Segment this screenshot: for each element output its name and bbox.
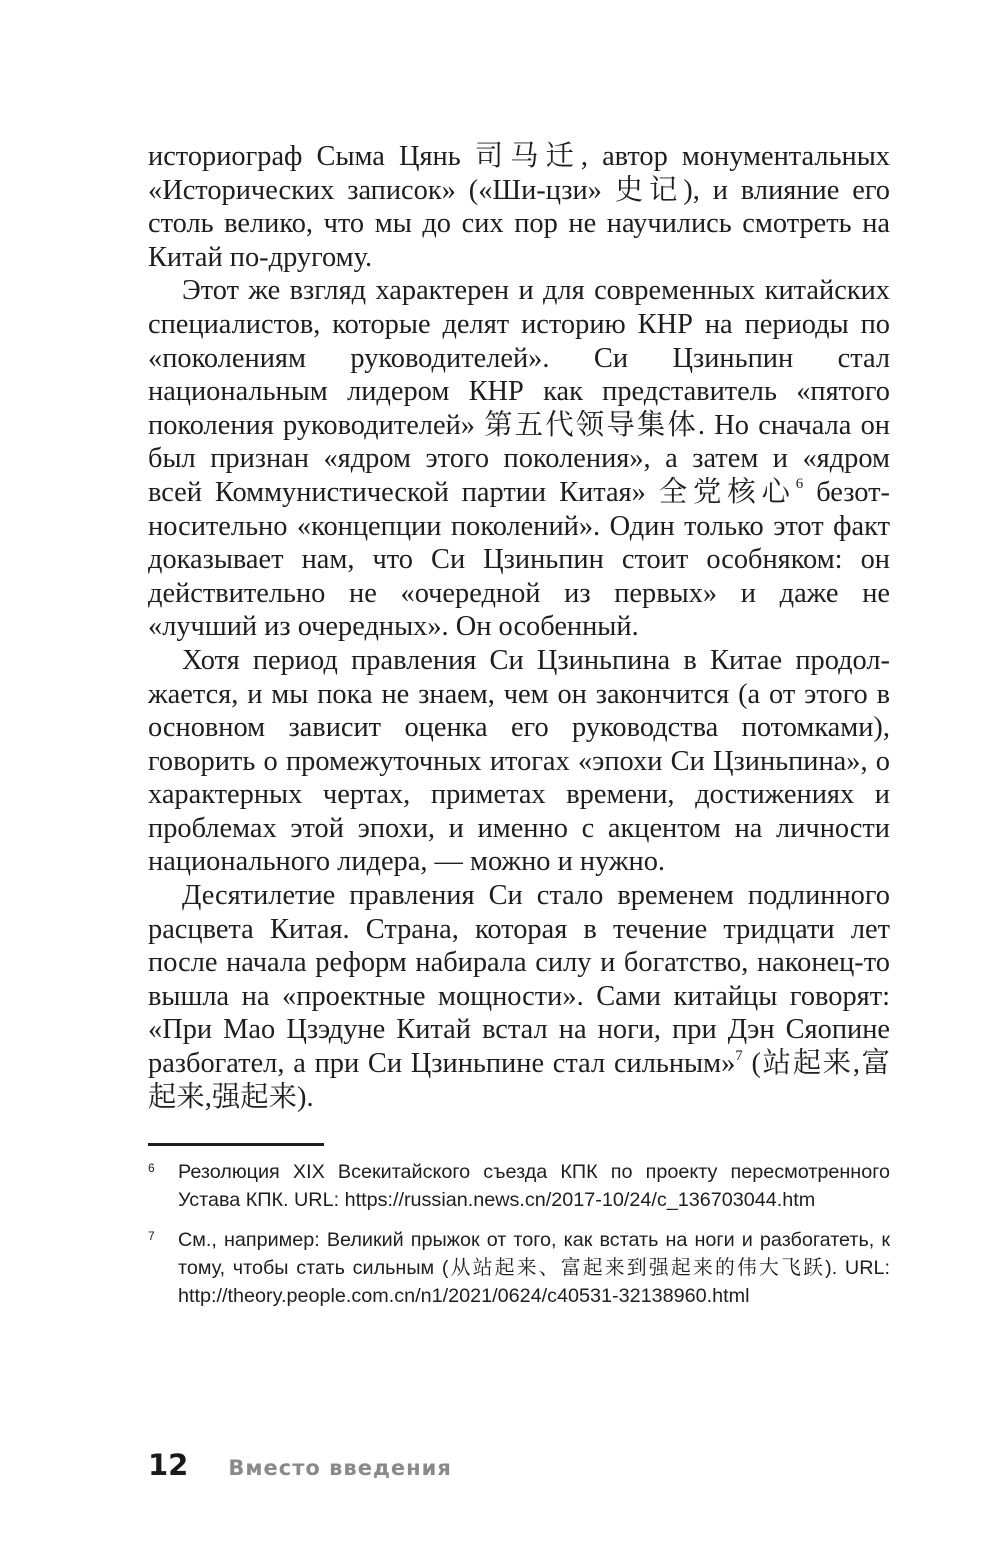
- paragraph-4-text-after: (站起来,富起来,强起来).: [148, 1048, 890, 1113]
- page-body: [148, 140, 890, 1114]
- page-number: 12: [148, 1448, 189, 1482]
- main-text: [148, 140, 890, 1114]
- section-title: Вместо введения: [228, 1456, 452, 1480]
- footnote-6: [148, 1158, 890, 1214]
- footnote-7: [148, 1226, 890, 1310]
- running-footer: [148, 1448, 452, 1482]
- paragraph-4-text-before: Десятилетие правления Си стало временем подлинного расцвета Китая. Страна, которая в течение тридцати лет после начала реформ набирала силу и богатство, наконец-то вышла на «проектные мощности». Сами китайцы говорят: «При Мао Цзэдуне Китай встал на ноги, при Дэн Сяопине разбогател, а при Си Цзиньпине стал сильным»: [148, 880, 890, 1080]
- footnote-number: 6: [148, 1161, 155, 1175]
- paragraph-4: [148, 879, 890, 1114]
- footnote-ref-6[interactable]: 6: [795, 476, 804, 493]
- paragraph-1: историограф Сыма Цянь 司马迁, автор монументальных «Исторических записок» («Ши-цзи» 史记), и влияние его столь велико, что мы до сих пор не научились смотреть на Китай по-другому.: [148, 141, 890, 273]
- paragraph-2-text-after: безотносительно «концепции поколений». Один только этот факт доказывает нам, что Си Цзиньпин стоит особняком: он действительно не «очередной из первых» и даже не «лучший из очередных». Он особенный.: [148, 476, 890, 643]
- footnote-ref-7[interactable]: 7: [735, 1047, 743, 1064]
- paragraph-3: Хотя период правления Си Цзиньпина в Китае продолжается, и мы пока не знаем, чем он закончится (а от этого в основном зависит оценка его руководства потомками), говорить о промежуточных итогах «эпохи Си Цзиньпина», о характерных чертах, приметах времени, достижениях и проблемах этой эпохи, и именно с акцентом на личности национального лидера, — можно и нужно.: [148, 644, 890, 878]
- footnote-divider: [148, 1143, 324, 1146]
- footnote-text: См., например: Великий прыжок от того, как встать на ноги и разбогатеть, к тому, чтобы стать сильным (从站起来、富起来到强起来的伟大飞跃). URL: http://theory.people.com.cn/n1/2021/0624/c40531-32138960.html: [178, 1229, 890, 1307]
- footnote-number: 7: [148, 1229, 155, 1243]
- paragraph-2-text-before: Этот же взгляд характерен и для современных китайских специалистов, которые делят историю КНР на периоды по «поколениям руководителей». Си Цзиньпин стал национальным лидером КНР как представитель «пятого поколения руководителей» 第五代领导集体. Но сначала он был признан «ядром этого поколения», а затем и «ядром всей Коммунистической партии Китая» 全党核心: [148, 275, 890, 508]
- footnotes-section: [148, 1143, 890, 1322]
- paragraph-2: [148, 274, 890, 644]
- footnote-text: Резолюция XIX Всекитайского съезда КПК по проекту пересмотренного Устава КПК. URL: https://russian.news.cn/2017-10/24/c_136703044.htm: [178, 1161, 890, 1211]
